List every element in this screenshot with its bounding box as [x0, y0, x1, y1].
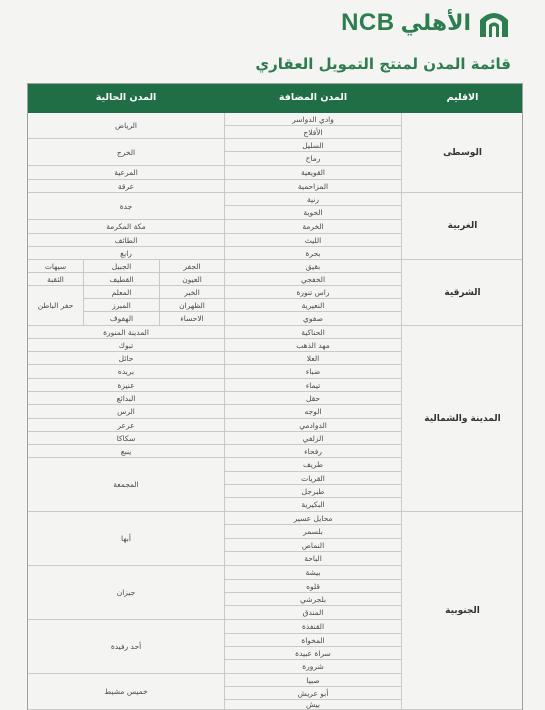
added-city: بحرة — [224, 247, 401, 260]
ncb-arch-icon — [477, 8, 511, 38]
region-madinah-north: المدينة والشمالية — [401, 326, 523, 512]
added-city: المزاحمية — [224, 180, 401, 193]
added-city: ضباء — [224, 365, 401, 379]
region-eastern: الشرقية — [401, 260, 523, 326]
current-city: بريده — [27, 365, 224, 379]
logo-arabic: الأهلي — [400, 10, 471, 36]
current-city: المعلم — [83, 286, 159, 299]
current-city: حائل — [27, 352, 224, 365]
current-city: الجفر — [159, 260, 224, 273]
current-city: الثقبة — [27, 273, 83, 286]
added-city: بيشة — [224, 566, 401, 580]
added-city: بقيق — [224, 260, 401, 273]
added-city: راس تنورة — [224, 286, 401, 299]
current-city: تبوك — [27, 339, 224, 352]
region-southern: الجنوبية — [401, 512, 523, 710]
current-city: العيون — [159, 273, 224, 286]
added-city: بلجرشي — [224, 593, 401, 606]
added-city: الحوية — [224, 206, 401, 220]
added-city: أبو عريش — [224, 687, 401, 700]
current-city: عرعر — [27, 419, 224, 432]
added-city: صبيا — [224, 674, 401, 687]
added-city: الليث — [224, 234, 401, 247]
current-city: عرقة — [27, 180, 224, 193]
added-city: طريف — [224, 458, 401, 472]
added-city: القنفذة — [224, 620, 401, 634]
added-city: رفحاء — [224, 445, 401, 458]
current-city: المجمعة — [27, 458, 224, 512]
added-city: النماص — [224, 539, 401, 552]
added-city: الخفجي — [224, 273, 401, 286]
added-city: العلا — [224, 352, 401, 365]
added-city: الزلفي — [224, 432, 401, 445]
logo-latin: NCB — [341, 9, 395, 36]
added-city: القويعية — [224, 166, 401, 180]
current-city: جدة — [27, 193, 224, 220]
current-city: الخرج — [27, 139, 224, 166]
current-city: جيزان — [27, 566, 224, 620]
added-city: المندق — [224, 606, 401, 620]
current-city: الجبيل — [83, 260, 159, 273]
ncb-logo — [341, 8, 511, 38]
header-current: المدن الحالية — [27, 83, 224, 113]
added-city: سراة عبيدة — [224, 647, 401, 660]
current-city: رابغ — [27, 247, 224, 260]
current-city: المبرز — [83, 299, 159, 312]
added-city: رنية — [224, 193, 401, 206]
added-city: الأفلاج — [224, 126, 401, 139]
current-city: القطيف — [83, 273, 159, 286]
added-city: وادي الدواسر — [224, 113, 401, 126]
added-city: الدوادمي — [224, 419, 401, 432]
header-added: المدن المضافة — [224, 83, 401, 113]
current-city: أبها — [27, 512, 224, 566]
current-city: الهفوف — [83, 312, 159, 326]
added-city: الحناكية — [224, 326, 401, 339]
current-city: المدينة المنورة — [27, 326, 224, 339]
current-city: البدائع — [27, 392, 224, 405]
current-city: المرعية — [27, 166, 224, 180]
added-city: بلسمر — [224, 525, 401, 539]
added-city: مهد الذهب — [224, 339, 401, 352]
added-city: البكيرية — [224, 498, 401, 512]
added-city: قلوه — [224, 580, 401, 593]
current-city: الخبر — [159, 286, 224, 299]
document-title: قائمة المدن لمنتج التمويل العقاري — [255, 55, 511, 73]
added-city: القريات — [224, 472, 401, 485]
current-city: الطائف — [27, 234, 224, 247]
added-city: تيماء — [224, 379, 401, 392]
cities-table — [27, 83, 523, 710]
current-city: ينبع — [27, 445, 224, 458]
added-city: حقل — [224, 392, 401, 405]
added-city: الخرمة — [224, 220, 401, 234]
added-city: المخواة — [224, 634, 401, 647]
current-city: مكة المكرمة — [27, 220, 224, 234]
current-city: سيهات — [27, 260, 83, 273]
current-city: عنيزة — [27, 379, 224, 392]
current-city: الرياض — [27, 113, 224, 139]
added-city: صفوي — [224, 312, 401, 326]
added-city: محايل عسير — [224, 512, 401, 525]
added-city: النعيرية — [224, 299, 401, 312]
added-city: الباحة — [224, 552, 401, 566]
added-city: طبرجل — [224, 485, 401, 498]
region-western: الغربية — [401, 193, 523, 260]
current-city: خميس مشيط — [27, 674, 224, 710]
current-city: الظهران — [159, 299, 224, 312]
added-city: السليل — [224, 139, 401, 152]
added-city: شرورة — [224, 660, 401, 674]
header-region: الاقليم — [401, 83, 523, 113]
current-city: حفر الباطن — [27, 286, 83, 326]
current-city: سكاكا — [27, 432, 224, 445]
region-central: الوسطى — [401, 113, 523, 193]
added-city: رماح — [224, 152, 401, 166]
added-city: الوجه — [224, 405, 401, 419]
added-city: بيش — [224, 700, 401, 710]
current-city: أحد رفيدة — [27, 620, 224, 674]
current-city: الرس — [27, 405, 224, 419]
current-city: الاحساء — [159, 312, 224, 326]
